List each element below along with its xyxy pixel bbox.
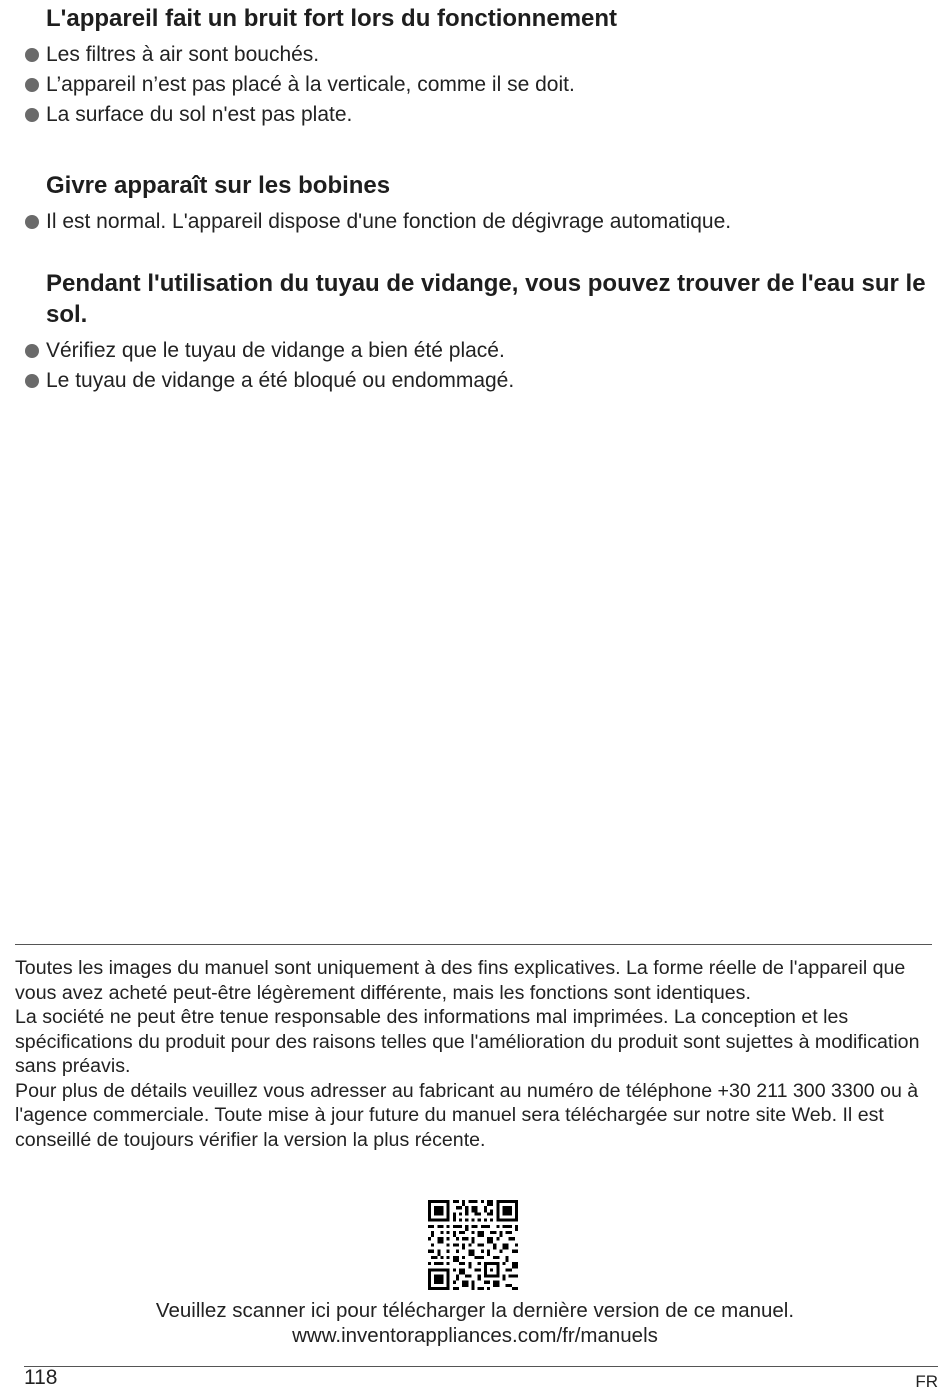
list-item-text: Les filtres à air sont bouchés. <box>46 43 320 66</box>
bullet-icon <box>25 78 39 92</box>
disclaimer-paragraph: La société ne peut être tenue responsable des informations mal imprimées. La conception et les spécifications du produit pour des raisons telles que l'amélioration du produit sont sujettes à modification sans préavis. <box>15 1006 920 1077</box>
manual-url-link[interactable]: www.inventorappliances.com/fr/manuels <box>292 1324 658 1347</box>
footer-divider <box>24 1366 938 1367</box>
bullet-icon <box>25 374 39 388</box>
list-item <box>46 336 926 366</box>
list-item <box>46 40 926 70</box>
list-item <box>46 207 926 237</box>
disclaimer-divider <box>15 944 932 945</box>
bullet-icon <box>25 108 39 122</box>
list-item <box>46 100 926 130</box>
cause-list <box>46 40 926 130</box>
list-item-text: Le tuyau de vidange a été bloqué ou endommagé. <box>46 369 515 392</box>
disclaimer-paragraph: Pour plus de détails veuillez vous adresser au fabricant au numéro de téléphone +30 211 300 3300 ou à l'agence commerciale. Toute mise à jour future du manuel sera téléchargée sur notre site Web. Il est conseillé de toujours vérifier la version la plus récente. <box>15 1079 919 1151</box>
qr-caption: Veuillez scanner ici pour télécharger la dernière version de ce manuel. <box>155 1299 795 1322</box>
bullet-icon <box>25 48 39 62</box>
troubleshooting-section-noise <box>46 3 926 130</box>
list-item-text: La surface du sol n'est pas plate. <box>46 103 353 126</box>
disclaimer-paragraph: Toutes les images du manuel sont uniquement à des fins explicatives. La forme réelle de l'appareil que vous avez acheté peut-être légèrement différente, mais les fonctions sont identiques. <box>15 957 906 1004</box>
language-code: FR <box>915 1372 938 1391</box>
page-number: 118 <box>24 1366 58 1389</box>
list-item-text: L’appareil n’est pas placé à la verticale, comme il se doit. <box>46 73 575 96</box>
section-heading: Givre apparaît sur les bobines <box>46 172 391 199</box>
list-item <box>46 366 926 396</box>
qr-code-icon[interactable] <box>428 1200 518 1290</box>
section-heading: Pendant l'utilisation du tuyau de vidange, vous pouvez trouver de l'eau sur le sol. <box>46 270 926 328</box>
bullet-icon <box>25 344 39 358</box>
list-item-text: Vérifiez que le tuyau de vidange a bien été placé. <box>46 339 505 362</box>
list-item-text: Il est normal. L'appareil dispose d'une fonction de dégivrage automatique. <box>46 210 732 233</box>
troubleshooting-section-frost <box>46 170 926 237</box>
section-heading: L'appareil fait un bruit fort lors du fonctionnement <box>46 5 618 32</box>
bullet-icon <box>25 215 39 229</box>
cause-list <box>46 336 926 396</box>
cause-list <box>46 207 926 237</box>
disclaimer-block <box>15 956 935 1152</box>
list-item <box>46 70 926 100</box>
troubleshooting-section-drain <box>46 268 926 396</box>
